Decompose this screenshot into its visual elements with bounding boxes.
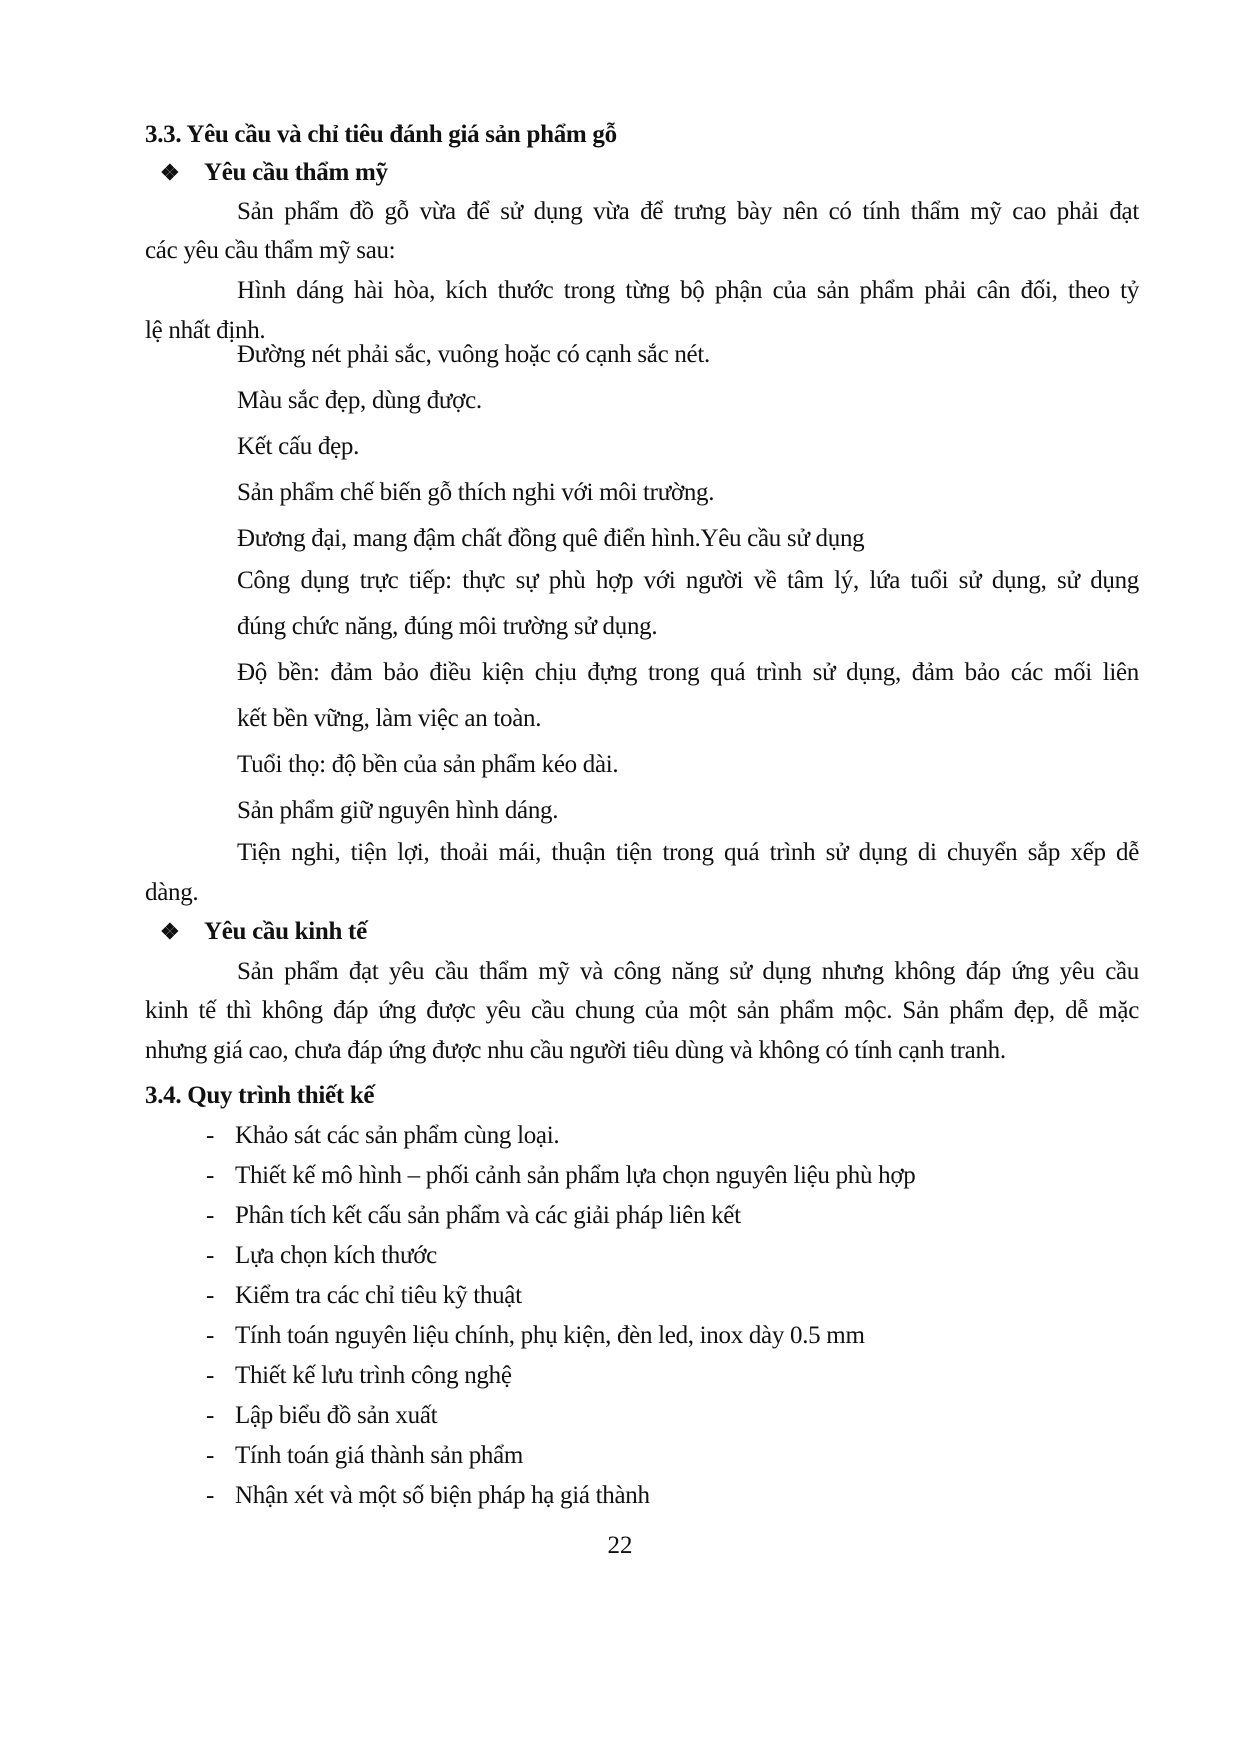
shape-line2: lệ nhất định.	[145, 317, 266, 344]
page-number: 22	[607, 1532, 633, 1559]
list-item: - Nhận xét và một số biện pháp hạ giá thành	[206, 1482, 650, 1509]
list-item: - Thiết kế mô hình – phối cảnh sản phẩm lựa chọn nguyên liệu phù hợp	[206, 1162, 916, 1189]
economic-heading-text: Yêu cầu kinh tế	[204, 918, 367, 945]
dash-bullet: -	[206, 1402, 215, 1429]
shape-line1: Hình dáng hài hòa, kích thước trong từng bộ phận của sản phẩm phải cân đối, theo tỷ	[237, 277, 1139, 304]
section-3-4-title: 3.4. Quy trình thiết kế	[145, 1082, 375, 1109]
usage-line1: Công dụng trực tiếp: thực sự phù hợp với người về tâm lý, lứa tuổi sử dụng, sử dụng	[237, 567, 1139, 594]
dash-bullet: -	[206, 1242, 215, 1269]
aesthetic-item: Đương đại, mang đậm chất đồng quê điển hình.Yêu cầu sử dụng	[237, 525, 865, 552]
diamond-bullet-icon: ❖	[160, 919, 180, 944]
list-item: - Tính toán nguyên liệu chính, phụ kiện, đèn led, inox dày 0.5 mm	[206, 1322, 865, 1349]
list-item: - Thiết kế lưu trình công nghệ	[206, 1362, 512, 1389]
dash-bullet: -	[206, 1282, 215, 1309]
dash-bullet: -	[206, 1122, 215, 1149]
list-item: - Kiểm tra các chỉ tiêu kỹ thuật	[206, 1282, 522, 1309]
lifespan-line: Tuổi thọ: độ bền của sản phẩm kéo dài.	[237, 751, 619, 778]
usage-line2: đúng chức năng, đúng môi trường sử dụng.	[237, 613, 658, 640]
list-item: - Lựa chọn kích thước	[206, 1242, 437, 1269]
economic-heading	[160, 917, 367, 947]
shape-keep-line: Sản phẩm giữ nguyên hình dáng.	[237, 797, 559, 824]
comfort-line1: Tiện nghi, tiện lợi, thoải mái, thuận tiện trong quá trình sử dụng di chuyển sắp xếp dễ	[237, 839, 1139, 866]
economic-line3: nhưng giá cao, chưa đáp ứng được nhu cầu người tiêu dùng và không có tính cạnh tranh.	[145, 1037, 1006, 1064]
dash-bullet: -	[206, 1482, 215, 1509]
dash-bullet: -	[206, 1322, 215, 1349]
list-item: - Lập biểu đồ sản xuất	[206, 1402, 438, 1429]
comfort-line2: dàng.	[145, 879, 199, 906]
economic-line1: Sản phẩm đạt yêu cầu thẩm mỹ và công năng sử dụng nhưng không đáp ứng yêu cầu	[237, 958, 1139, 985]
list-item: - Phân tích kết cấu sản phẩm và các giải pháp liên kết	[206, 1202, 741, 1229]
durability-line1: Độ bền: đảm bảo điều kiện chịu đựng trong quá trình sử dụng, đảm bảo các mối liên	[237, 659, 1139, 686]
aesthetic-heading	[160, 158, 388, 188]
list-item: - Khảo sát các sản phẩm cùng loại.	[206, 1122, 560, 1149]
dash-bullet: -	[206, 1162, 215, 1189]
list-item: - Tính toán giá thành sản phẩm	[206, 1442, 524, 1469]
aesthetic-item: Sản phẩm chế biến gỗ thích nghi với môi trường.	[237, 479, 715, 506]
dash-bullet: -	[206, 1442, 215, 1469]
aesthetic-item: Kết cấu đẹp.	[237, 433, 360, 460]
section-3-3-title: 3.3. Yêu cầu và chỉ tiêu đánh giá sản phẩm gỗ	[145, 121, 617, 148]
diamond-bullet-icon: ❖	[160, 160, 180, 185]
aesthetic-intro-line2: các yêu cầu thẩm mỹ sau:	[145, 237, 396, 264]
economic-line2: kinh tế thì không đáp ứng được yêu cầu chung của một sản phẩm mộc. Sản phẩm đẹp, dễ mặc	[145, 997, 1139, 1024]
dash-bullet: -	[206, 1202, 215, 1229]
durability-line2: kết bền vững, làm việc an toàn.	[237, 705, 542, 732]
dash-bullet: -	[206, 1362, 215, 1389]
aesthetic-heading-text: Yêu cầu thẩm mỹ	[204, 159, 388, 186]
aesthetic-intro-line1: Sản phẩm đồ gỗ vừa để sử dụng vừa để trưng bày nên có tính thẩm mỹ cao phải đạt	[237, 198, 1139, 225]
aesthetic-item: Màu sắc đẹp, dùng được.	[237, 387, 482, 414]
aesthetic-item: Đường nét phải sắc, vuông hoặc có cạnh sắc nét.	[237, 341, 710, 368]
